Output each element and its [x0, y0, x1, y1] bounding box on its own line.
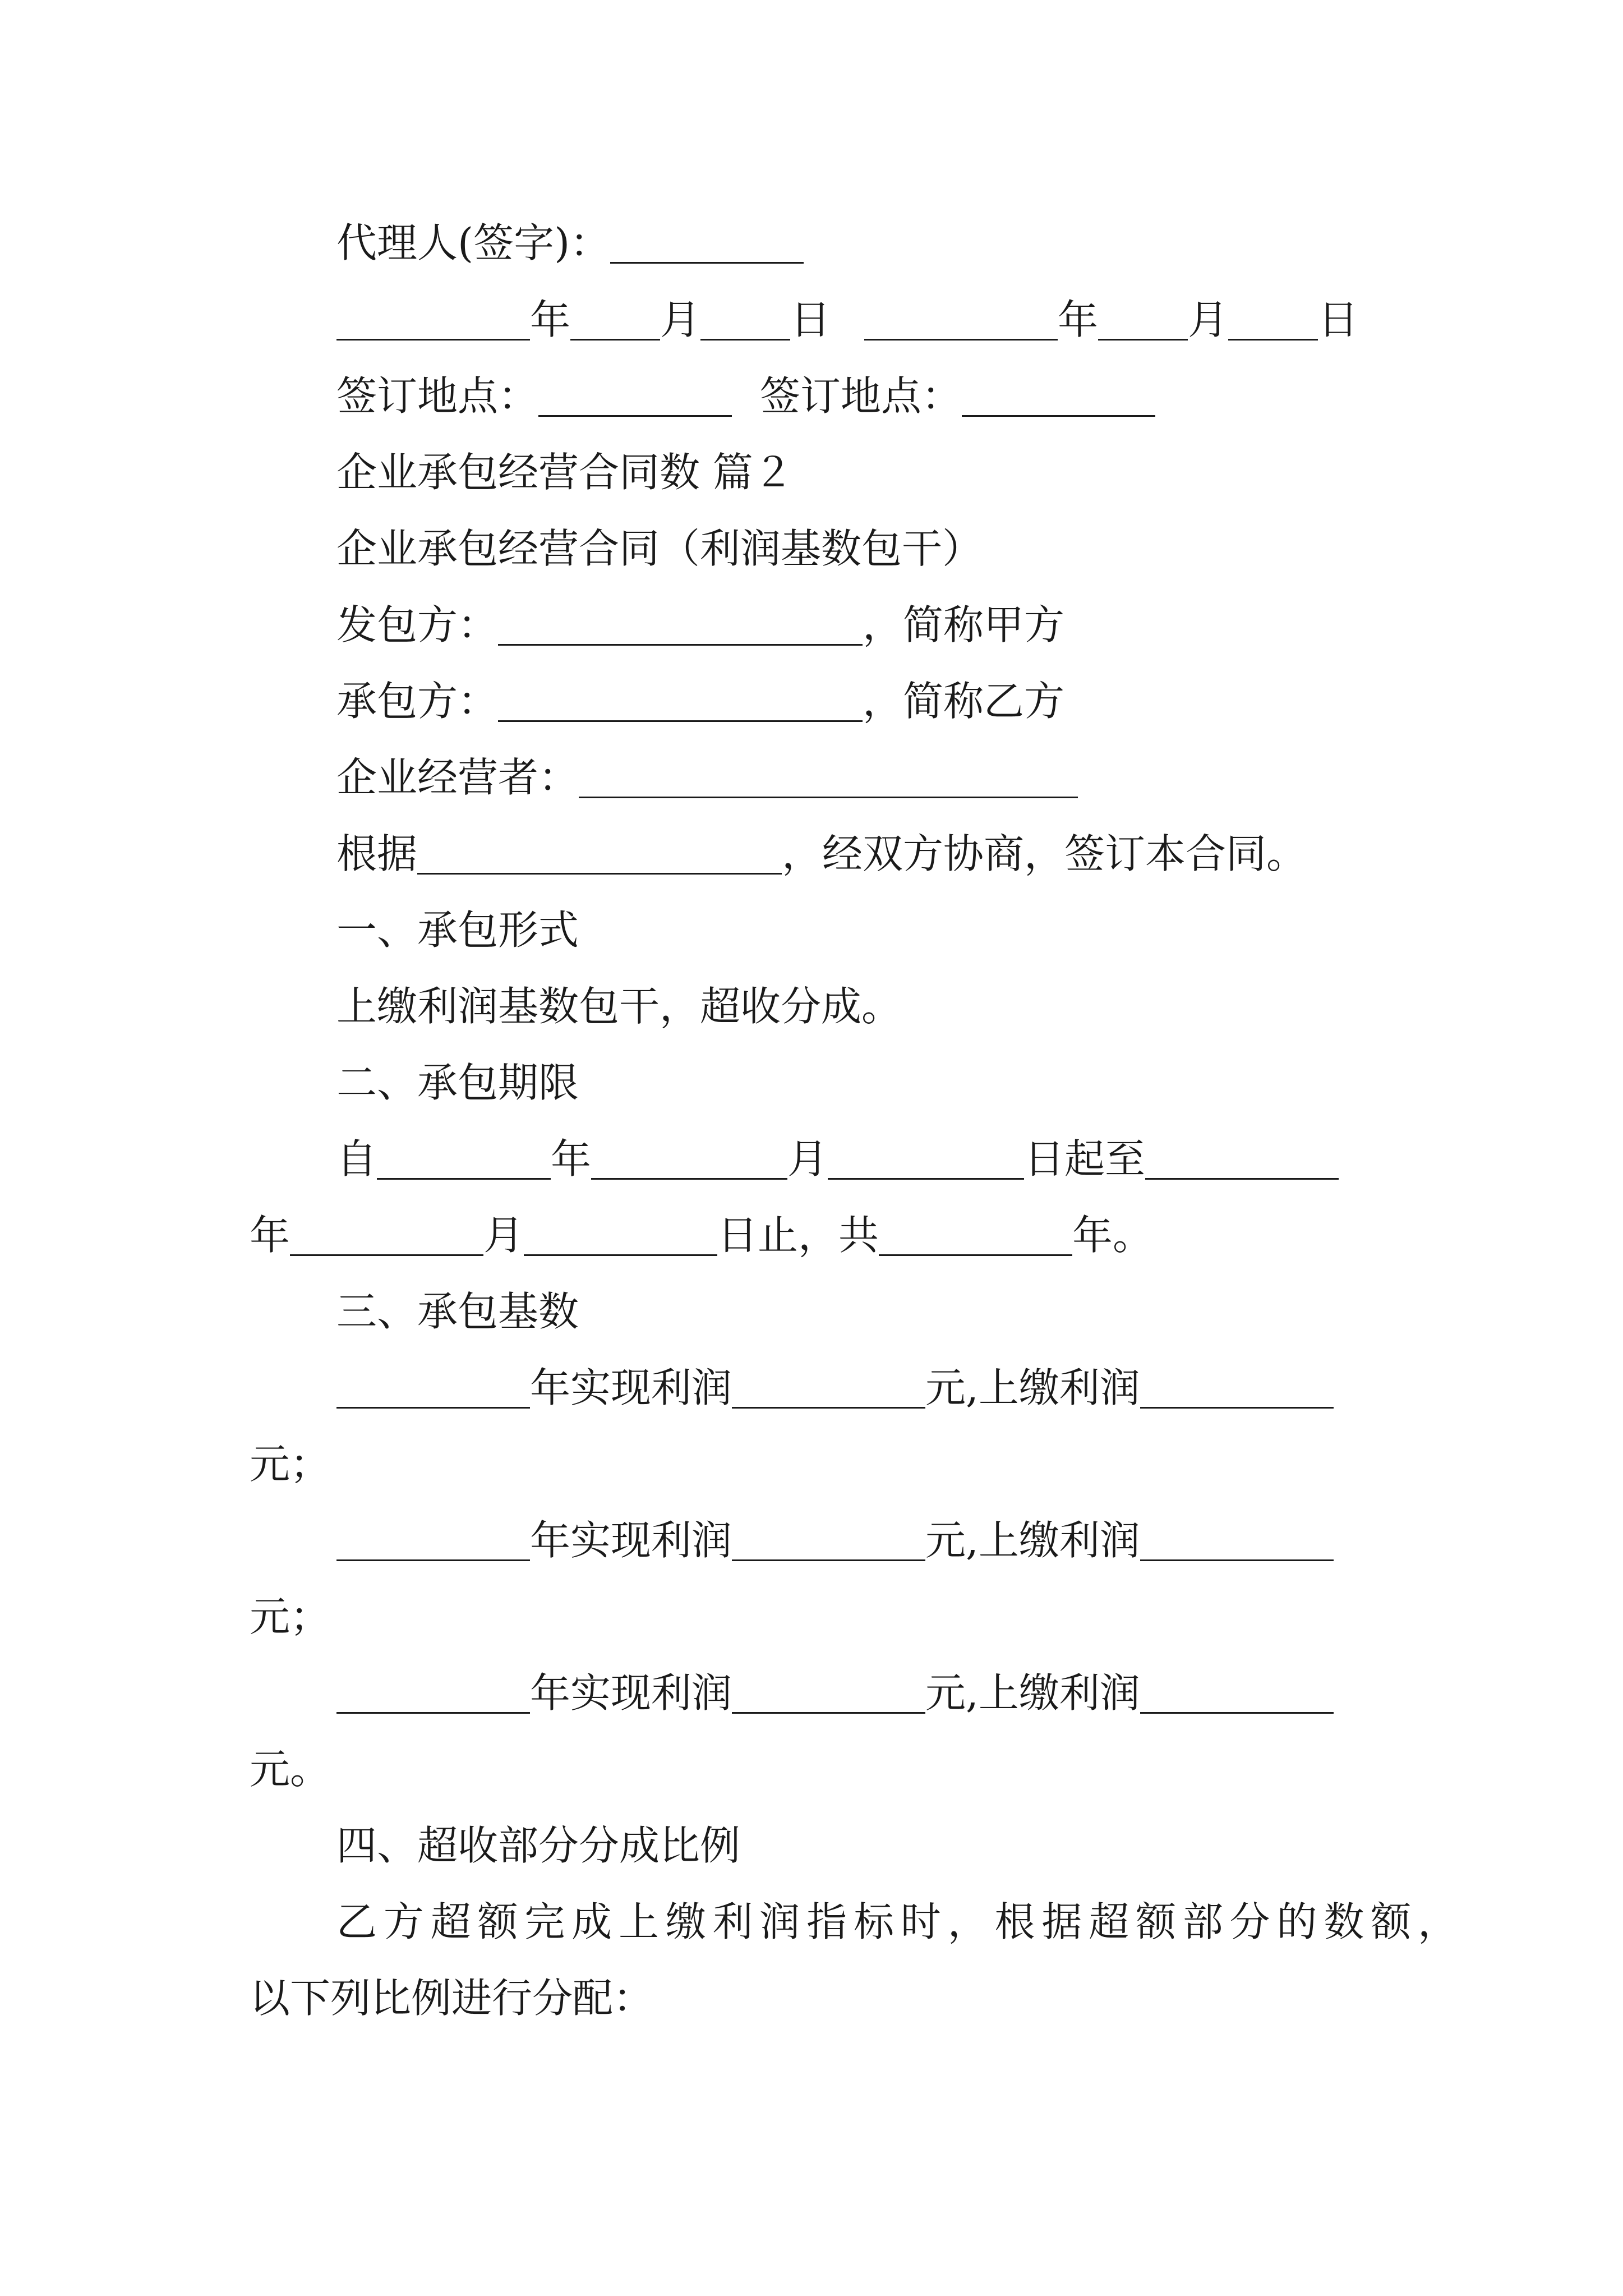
date-blank [1098, 338, 1188, 341]
date-blank [700, 338, 790, 341]
base-row [336, 1666, 1334, 1720]
date-year: 年 [1058, 296, 1099, 343]
base-realized: 年实现利润 [530, 1364, 732, 1411]
term-year2: 年 [250, 1212, 291, 1259]
date-blank [336, 338, 530, 341]
term-year: 年 [551, 1135, 592, 1182]
agent-blank [610, 261, 804, 264]
base-blank [732, 1559, 925, 1561]
term-blank [377, 1177, 551, 1180]
place-blank [962, 415, 1155, 417]
contract-title: 企业承包经营合同（利润基数包干） [336, 525, 983, 572]
signing-date-line [336, 293, 1358, 347]
party-a-line [336, 598, 1064, 652]
base-paid: 元,上缴利润 [925, 1364, 1140, 1411]
party-b-line [336, 674, 1064, 728]
paragraph-1: 上缴利润基数包干，超收分成。 [336, 983, 902, 1030]
base-blank [336, 1406, 530, 1409]
signing-place-line [336, 369, 1155, 423]
heading-1: 一、承包形式 [336, 907, 579, 954]
term-month2: 月 [483, 1212, 524, 1259]
base-row [336, 1361, 1334, 1415]
base-row [336, 1513, 1334, 1567]
basis-suffix: ，经双方协商，签订本合同。 [782, 830, 1307, 877]
paragraph-4-line-1 [336, 1895, 1458, 1949]
party-a-suffix: ，简称甲方 [863, 601, 1065, 648]
operator-line [336, 751, 1078, 804]
date-month: 月 [1188, 296, 1229, 343]
place-label: 签订地点： [760, 372, 962, 420]
base-blank [1140, 1711, 1334, 1714]
place-blank [538, 415, 732, 417]
agent-label: 代理人(签字)： [336, 219, 611, 266]
paragraph-4-text: 乙方超额完成上缴利润指标时，根据超额部分的数额， [336, 1898, 1458, 1945]
base-unit: 元。 [250, 1746, 331, 1793]
term-from: 自 [336, 1135, 377, 1182]
heading-2: 二、承包期限 [336, 1059, 579, 1106]
term-blank [290, 1254, 483, 1256]
term-blank [1145, 1177, 1339, 1180]
date-month: 月 [660, 296, 701, 343]
base-paid: 元,上缴利润 [925, 1669, 1140, 1717]
term-blank [591, 1177, 787, 1180]
base-blank [1140, 1559, 1334, 1561]
date-blank [864, 338, 1058, 341]
base-blank [1140, 1406, 1334, 1409]
paragraph-4-line-2: 以下列比例进行分配： [250, 1975, 654, 2022]
term-month: 月 [787, 1135, 828, 1182]
base-blank [336, 1711, 530, 1714]
term-blank [524, 1254, 717, 1256]
basis-blank [417, 872, 782, 875]
base-realized: 年实现利润 [530, 1669, 732, 1717]
party-b-label: 承包方： [336, 678, 499, 725]
basis-prefix: 根据 [336, 830, 418, 877]
base-paid: 元,上缴利润 [925, 1517, 1140, 1564]
section-title: 企业承包经营合同数 篇２ [336, 449, 794, 496]
term-blank [828, 1177, 1024, 1180]
base-blank [732, 1406, 925, 1409]
place-label: 签订地点： [336, 372, 539, 420]
term-line-1 [336, 1132, 1339, 1186]
agent-signature-line [336, 216, 804, 270]
term-day-end: 日止，共 [717, 1212, 879, 1259]
party-a-label: 发包方： [336, 601, 499, 648]
base-realized: 年实现利润 [530, 1517, 732, 1564]
date-blank [570, 338, 660, 341]
date-blank [1228, 338, 1318, 341]
party-a-blank [498, 643, 863, 646]
base-blank [732, 1711, 925, 1714]
party-b-blank [498, 720, 863, 722]
party-b-suffix: ，简称乙方 [863, 678, 1065, 725]
term-blank [879, 1254, 1072, 1256]
term-years-end: 年。 [1072, 1212, 1154, 1259]
basis-line [336, 827, 1307, 881]
date-day: 日 [1318, 296, 1359, 343]
heading-3: 三、承包基数 [336, 1288, 579, 1335]
operator-blank [579, 796, 1078, 798]
term-day-from-to: 日起至 [1024, 1135, 1146, 1182]
base-unit: 元； [250, 1441, 331, 1488]
date-year: 年 [530, 296, 571, 343]
heading-4: 四、超收部分分成比例 [336, 1822, 741, 1869]
term-line-2 [250, 1208, 1153, 1262]
base-blank [336, 1559, 530, 1561]
operator-label: 企业经营者： [336, 754, 579, 801]
base-unit: 元； [250, 1593, 331, 1640]
date-day: 日 [790, 296, 831, 343]
